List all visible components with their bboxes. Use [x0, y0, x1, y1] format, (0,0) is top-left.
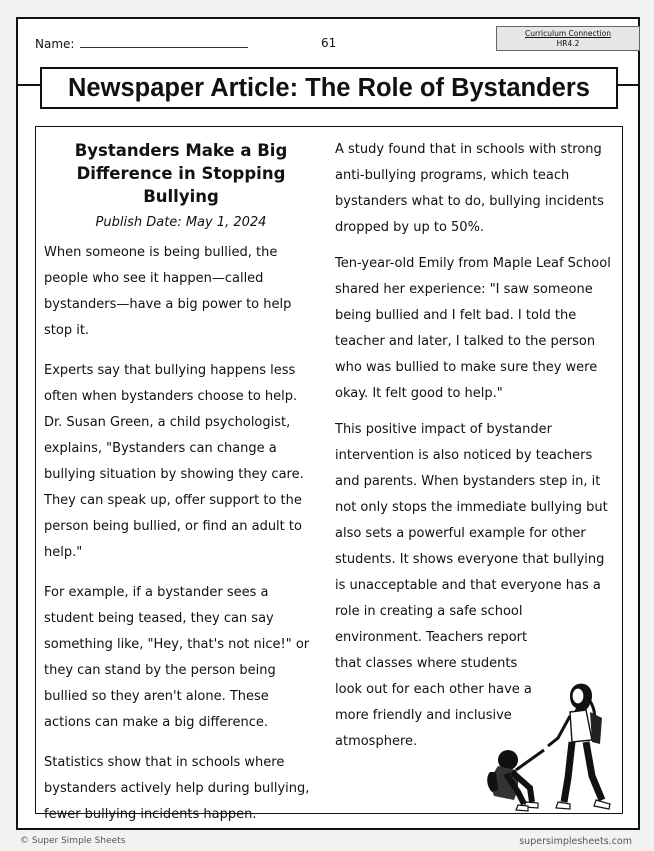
article-paragraph: This positive impact of bystander intervention is also noticed by teachers and parents. When bystanders step in, it not only stops the immediate bullying but also sets a powerful example for other students. It shows everyone that bullying is unacceptable and that everyone has a role in creating a safe school: [335, 422, 608, 619]
headline-line-1: Bystanders Make a Big: [74, 141, 288, 160]
footer-copyright: © Super Simple Sheets: [20, 836, 126, 846]
article-paragraph: When someone is being bullied, the people who see it happen—called bystanders—have a big power to help stop it.: [44, 245, 292, 338]
name-field[interactable]: [35, 37, 248, 51]
page-title: Newspaper Article: The Role of Bystanders: [40, 67, 618, 109]
bystander-helping-illustration: [466, 662, 621, 812]
title-rule-left: [18, 84, 40, 86]
curriculum-code: HR4.2: [556, 39, 580, 48]
article-paragraph: A study found that in schools with strong anti-bullying programs, which teach bystanders what to do, bullying incidents dropped by up to 50%.: [335, 142, 604, 235]
article-paragraph-wrapped: environment. Teachers report that classes where students look out for each other have a more friendly and inclusive atmosphere.: [335, 630, 532, 749]
article-paragraph: For example, if a bystander sees a student being teased, they can say something like, "Hey, that's not nice!" or they can stand by the person being bullied so they aren't alone. These actions can make a big difference.: [44, 585, 310, 730]
curriculum-connection-box: [496, 26, 640, 51]
footer-website-link[interactable]: supersimplesheets.com: [519, 836, 632, 847]
curriculum-title: Curriculum Connection: [525, 29, 611, 38]
title-rule-right: [618, 84, 638, 86]
name-blank-line[interactable]: [80, 37, 248, 48]
article-left-column: [44, 127, 318, 842]
page-number: 61: [321, 36, 337, 50]
publish-date: Publish Date: May 1, 2024: [95, 215, 267, 230]
article-headline: [44, 139, 318, 208]
article-box: [35, 126, 623, 822]
worksheet-page: [16, 17, 640, 830]
article-paragraph: Statistics show that in schools where bystanders actively help during bullying, fewer bullying incidents happen.: [44, 755, 310, 822]
name-label: Name:: [35, 37, 75, 51]
article-paragraph: Experts say that bullying happens less often when bystanders choose to help. Dr. Susan Green, a child psychologist, explains, "Bystanders can change a bullying situation by showing they care. They can speak up, offer support to the person being bullied, or find an adult to help.": [44, 363, 304, 560]
headline-line-2: Difference in Stopping Bullying: [76, 164, 286, 206]
article-paragraph: Ten-year-old Emily from Maple Leaf School shared her experience: "I saw someone being bullied and I felt bad. I told the teacher and later, I talked to the person who was bullied to make sure they were okay. It felt good to help.": [335, 256, 611, 401]
